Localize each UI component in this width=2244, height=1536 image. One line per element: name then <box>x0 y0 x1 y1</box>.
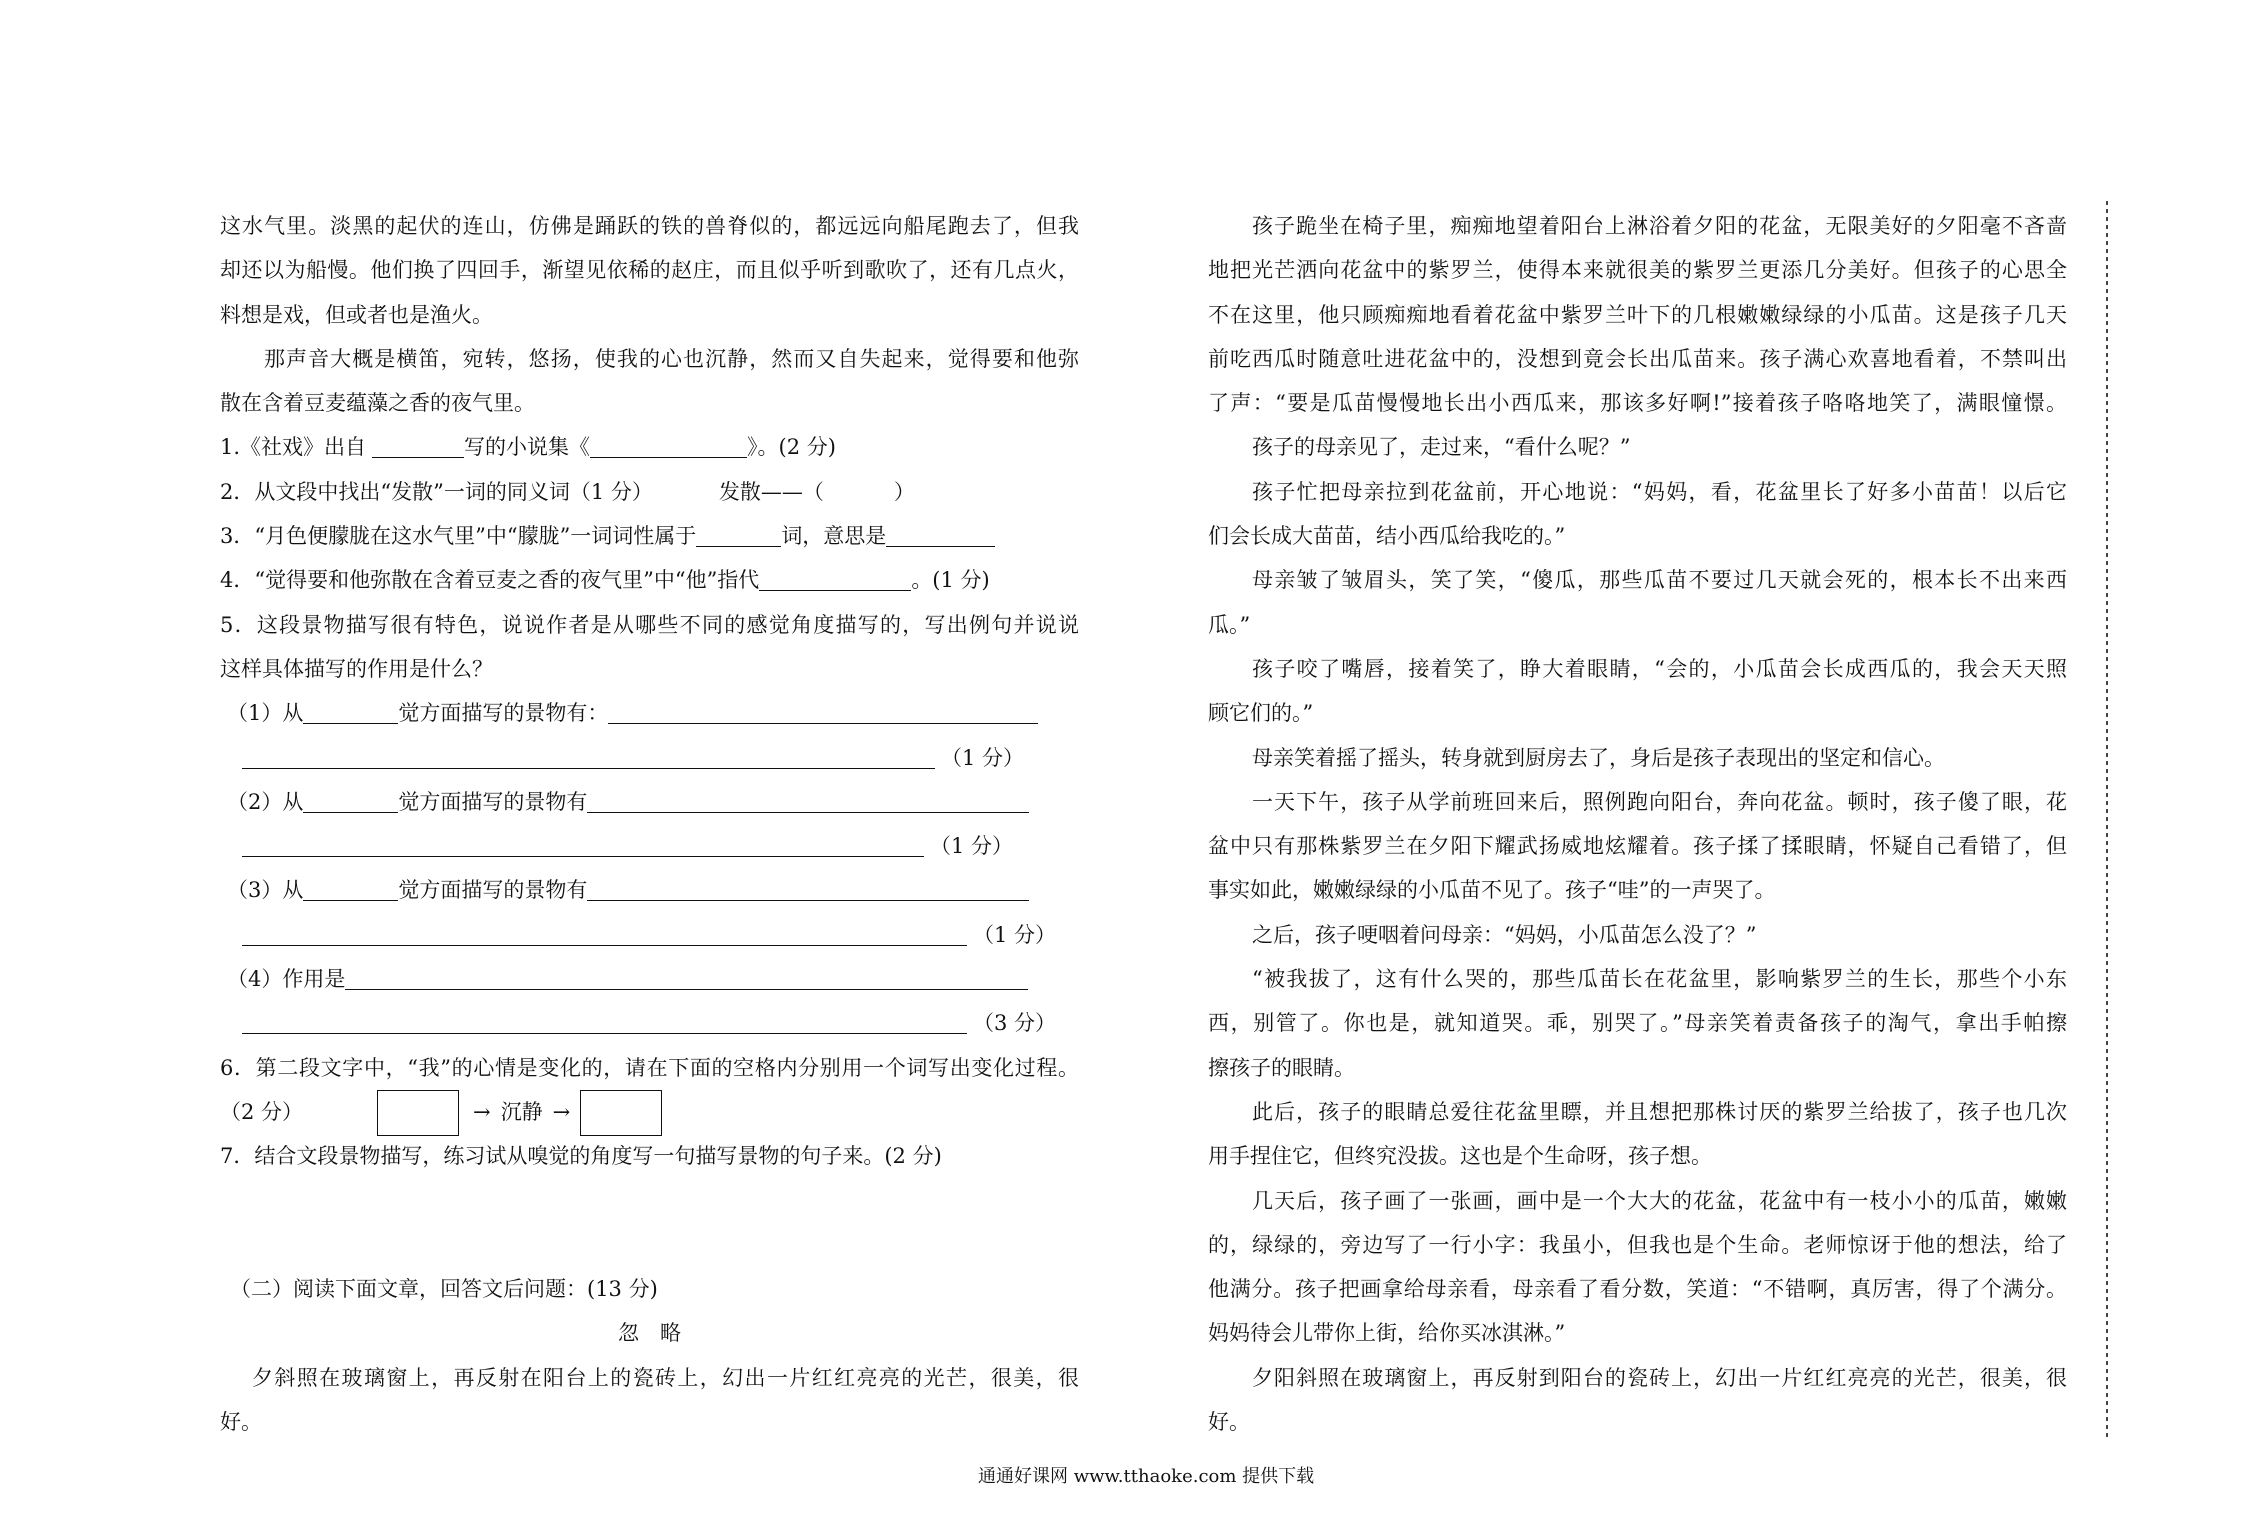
question-3 <box>220 514 1079 558</box>
story-title: 忽 略 <box>618 1321 681 1346</box>
arrow-icon: → <box>552 1099 571 1124</box>
item-text: 觉方面描写的景物有 <box>398 789 588 814</box>
answer-blank <box>242 855 924 857</box>
question-6-answer-row <box>220 1090 1079 1134</box>
score-label: （1 分） <box>930 834 1014 859</box>
question-2-answer-suffix: ） <box>893 479 915 504</box>
question-3-text: 3．“月色便朦胧在这水气里”中“朦胧”一词词性属于 <box>220 524 697 549</box>
item-prefix: （1）从 <box>227 701 304 726</box>
story-line: 了声：“要是瓜苗慢慢地长出小西瓜来，那该多好啊!”接着孩子咯咯地笑了，满眼憧憬。 <box>1208 391 2067 416</box>
answer-blank <box>303 811 398 813</box>
story-line: 母亲皱了皱眉头，笑了笑，“傻瓜，那些瓜苗不要过几天就会死的，根本长不出来西 <box>1252 568 2067 593</box>
answer-blank <box>303 899 398 901</box>
item-text: 觉方面描写的景物有： <box>398 701 609 726</box>
story-line: 好。 <box>220 1410 262 1435</box>
answer-blank <box>587 811 1029 813</box>
question-4-score: 。(1 分) <box>911 568 990 593</box>
question-5-text: 5．这段景物描写很有特色，说说作者是从哪些不同的感觉角度描写的，写出例句并说说 <box>220 612 1079 637</box>
answer-blank <box>242 944 967 946</box>
answer-blank <box>590 456 747 458</box>
answer-blank <box>587 899 1029 901</box>
question-5-effect <box>220 957 1079 1001</box>
story-line: 事实如此，嫩嫩绿绿的小瓜苗不见了。孩子“哇”的一声哭了。 <box>1208 878 1776 903</box>
left-column <box>220 204 1079 1444</box>
answer-space <box>220 1223 1079 1267</box>
passage-line: 散在含着豆麦蕴藻之香的夜气里。 <box>220 391 535 416</box>
question-5-effect-continued <box>220 1001 1079 1045</box>
story-line: 一天下午，孩子从学前班回来后，照例跑向阳台，奔向花盆。顿时，孩子傻了眼，花 <box>1252 789 2067 814</box>
story-line: 之后，孩子哽咽着问母亲：“妈妈，小瓜苗怎么没了？” <box>1252 922 1757 947</box>
answer-blank <box>608 722 1038 724</box>
question-5-item-3 <box>220 868 1079 912</box>
column-divider <box>2106 201 2108 1439</box>
story-line: 不在这里，他只顾痴痴地看着花盆中紫罗兰叶下的几根嫩嫩绿绿的小瓜苗。这是孩子几天 <box>1208 302 2067 327</box>
question-5-item-1-continued <box>220 736 1079 780</box>
story-line: 用手捏住它，但终究没拔。这也是个生命呀，孩子想。 <box>1208 1144 1712 1169</box>
story-line: 孩子忙把母亲拉到花盆前，开心地说：“妈妈，看，花盆里长了好多小苗苗！以后它 <box>1252 479 2067 504</box>
item-prefix: （4）作用是 <box>227 967 346 992</box>
story-line: 夕阳斜照在玻璃窗上，再反射到阳台的瓷砖上，幻出一片红红亮亮的光芒，很美，很 <box>1252 1365 2067 1390</box>
story-line: 孩子跪坐在椅子里，痴痴地望着阳台上淋浴着夕阳的花盆，无限美好的夕阳毫不吝啬 <box>1252 214 2067 238</box>
story-line: 几天后，孩子画了一张画，画中是一个大大的花盆，花盆中有一枝小小的瓜苗，嫩嫩 <box>1252 1188 2067 1213</box>
question-2 <box>220 470 1079 514</box>
story-line: 此后，孩子的眼睛总爱往花盆里瞟，并且想把那株讨厌的紫罗兰给拔了，孩子也几次 <box>1252 1099 2067 1124</box>
passage-line: 那声音大概是横笛，宛转，悠扬，使我的心也沉静，然而又自失起来，觉得要和他弥 <box>264 346 1079 371</box>
question-6-text: 6．第二段文字中，“我”的心情是变化的，请在下面的空格内分别用一个词写出变化过程。 <box>220 1055 1079 1080</box>
question-5-text: 这样具体描写的作用是什么？ <box>220 656 493 681</box>
answer-blank <box>242 1032 967 1034</box>
answer-blank <box>886 545 995 547</box>
story-line: 孩子的母亲见了，走过来，“看什么呢？” <box>1252 435 1631 460</box>
answer-box <box>580 1090 662 1136</box>
arrow-icon: → <box>473 1099 491 1124</box>
story-line: 瓜。” <box>1208 612 1251 637</box>
story-line: 好。 <box>1208 1410 1250 1435</box>
story-line: 孩子咬了嘴唇，接着笑了，睁大着眼睛，“会的，小瓜苗会长成西瓜的，我会天天照 <box>1252 656 2067 681</box>
question-3-text: 词，意思是 <box>781 524 887 549</box>
score-label: （2 分） <box>220 1099 304 1124</box>
question-1-text: 》。(2 分) <box>747 435 836 460</box>
story-line: 擦孩子的眼睛。 <box>1208 1055 1355 1080</box>
item-text: 觉方面描写的景物有 <box>398 878 588 903</box>
question-7-text: 7．结合文段景物描写，练习试从嗅觉的角度写一句描写景物的句子来。(2 分) <box>220 1144 942 1169</box>
section-heading: （二）阅读下面文章，回答文后问题：(13 分) <box>230 1277 658 1302</box>
story-line: 他满分。孩子把画拿给母亲看，母亲看了看分数，笑道：“不错啊，真厉害，得了个满分。 <box>1208 1277 2067 1302</box>
question-2-answer-prefix: 发散——（ <box>718 479 824 504</box>
answer-blank <box>696 545 781 547</box>
story-line: 地把光芒洒向花盆中的紫罗兰，使得本来就很美的紫罗兰更添几分美好。但孩子的心思全 <box>1208 258 2067 283</box>
answer-space <box>220 1179 1079 1223</box>
story-line: 妈妈待会儿带你上街，给你买冰淇淋。” <box>1208 1321 1566 1346</box>
score-label: （3 分） <box>973 1011 1057 1036</box>
score-label: （1 分） <box>941 745 1025 770</box>
question-4 <box>220 558 1079 602</box>
question-1-text: 1.《社戏》出自 <box>220 435 367 460</box>
question-5-item-3-continued <box>220 913 1079 957</box>
question-4-text: 4．“觉得要和他弥散在含着豆麦之香的夜气里”中“他”指代 <box>220 568 760 593</box>
story-line: 母亲笑着摇了摇头，转身就到厨房去了，身后是孩子表现出的坚定和信心。 <box>1252 745 1945 770</box>
mood-word: 沉静 <box>500 1099 543 1124</box>
score-label: （1 分） <box>973 922 1057 947</box>
story-line: 盆中只有那株紫罗兰在夕阳下耀武扬威地炫耀着。孩子揉了揉眼睛，怀疑自己看错了，但 <box>1208 834 2067 859</box>
question-5-item-1 <box>220 691 1079 735</box>
item-prefix: （2）从 <box>227 789 304 814</box>
question-5-item-2-continued <box>220 824 1079 868</box>
story-line: 西，别管了。你也是，就知道哭。乖，别哭了。”母亲笑着责备孩子的淘气，拿出手帕擦 <box>1208 1011 2067 1036</box>
story-line: 夕斜照在玻璃窗上，再反射在阳台上的瓷砖上，幻出一片红红亮亮的光芒，很美，很 <box>252 1365 1079 1390</box>
question-1 <box>220 425 1079 469</box>
answer-blank <box>345 988 1028 990</box>
passage-line: 这水气里。淡黑的起伏的连山，仿佛是踊跃的铁的兽脊似的，都远远向船尾跑去了，但我 <box>220 214 1079 238</box>
story-line: 们会长成大苗苗，结小西瓜给我吃的。” <box>1208 524 1566 549</box>
footer-text: 通通好课网 www.tthaoke.com 提供下载 <box>978 1466 1315 1487</box>
question-1-text: 写的小说集《 <box>464 435 591 460</box>
story-line: 顾它们的。” <box>1208 701 1314 726</box>
passage-line: 却还以为船慢。他们换了四回手，渐望见依稀的赵庄，而且似乎听到歌吹了，还有几点火， <box>220 258 1079 283</box>
question-2-text: 2．从文段中找出“发散”一词的同义词（1 分） <box>220 479 653 504</box>
answer-box <box>377 1090 459 1136</box>
story-line: 的，绿绿的，旁边写了一行小字：我虽小，但我也是个生命。老师惊讶于他的想法，给了 <box>1208 1232 2067 1257</box>
answer-blank <box>242 767 935 769</box>
story-line: 前吃西瓜时随意吐进花盆中的，没想到竟会长出瓜苗来。孩子满心欢喜地看着，不禁叫出 <box>1208 346 2067 371</box>
item-prefix: （3）从 <box>227 878 304 903</box>
answer-blank <box>372 456 464 458</box>
answer-blank <box>303 722 398 724</box>
right-column <box>1208 204 2067 1444</box>
answer-blank <box>759 589 911 591</box>
story-line: “被我拔了，这有什么哭的，那些瓜苗长在花盆里，影响紫罗兰的生长，那些个小东 <box>1252 967 2067 992</box>
question-5-item-2 <box>220 780 1079 824</box>
passage-line: 料想是戏，但或者也是渔火。 <box>220 302 493 327</box>
